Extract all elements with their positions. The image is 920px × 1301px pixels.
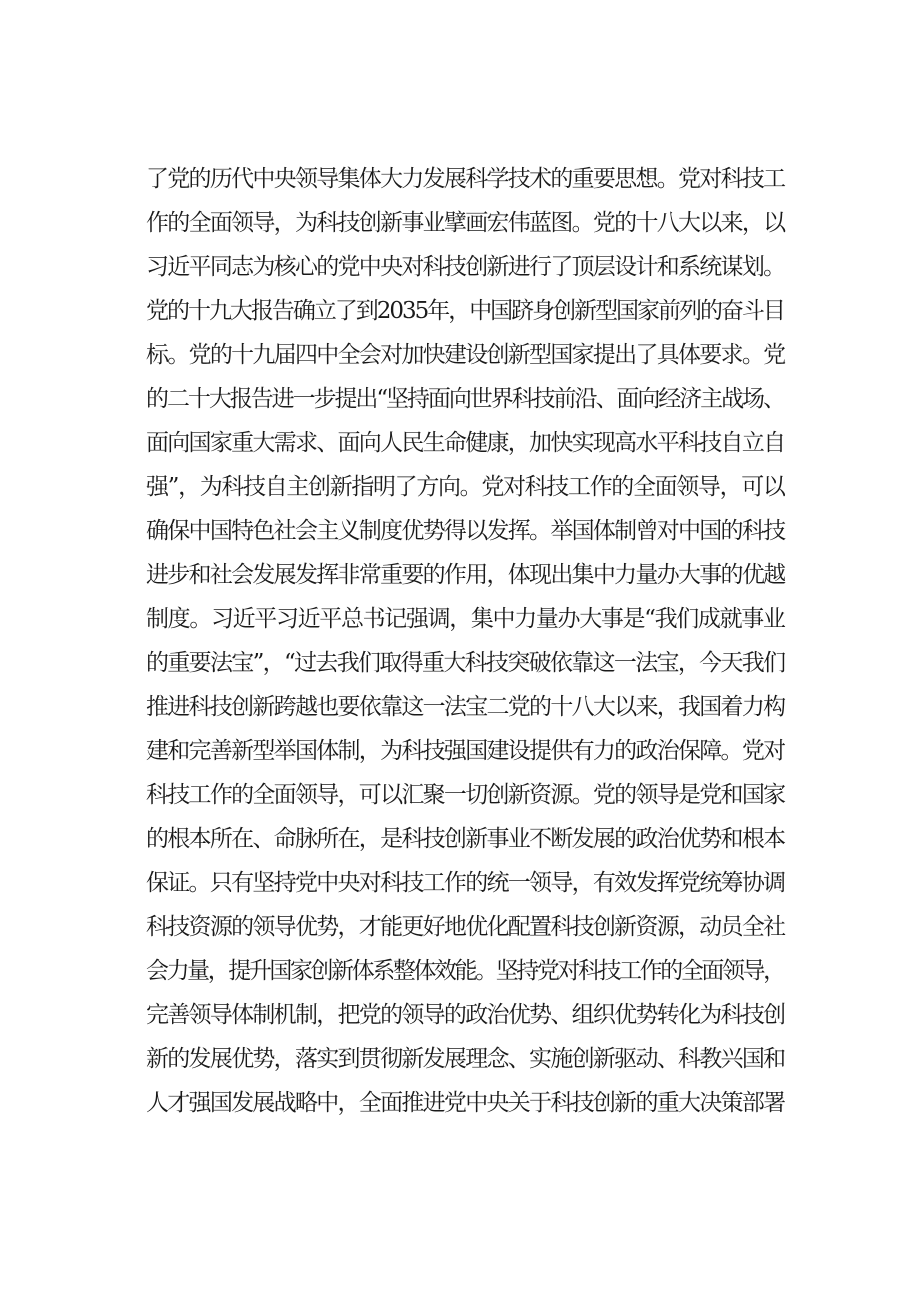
text-line: 建和完善新型举国体制，为科技强国建设提供有力的政治保障。党对: [146, 738, 785, 764]
text-line: 科技工作的全面领导，可以汇聚一切创新资源。党的领导是党和国家: [146, 782, 785, 808]
text-line: 会力量，提升国家创新体系整体效能。坚持党对科技工作的全面领导，: [146, 958, 784, 984]
text-line: 进步和社会发展发挥非常重要的作用，体现出集中力量办大事的优越: [146, 562, 785, 588]
text-line: 作的全面领导，为科技创新事业擘画宏伟蓝图。党的十八大以来，以: [146, 210, 785, 236]
text-line: 的根本所在、命脉所在，是科技创新事业不断发展的政治优势和根本: [146, 826, 785, 852]
text-line: 完善领导体制机制，把党的领导的政治优势、组织优势转化为科技创: [146, 1002, 785, 1028]
text-line: 新的发展优势，落实到贯彻新发展理念、实施创新驱动、科教兴国和: [146, 1046, 785, 1072]
text-line: 习近平同志为核心的党中央对科技创新进行了顶层设计和系统谋划。: [146, 254, 785, 280]
text-line: 人才强国发展战略中，全面推进党中央关于科技创新的重大决策部署: [146, 1090, 785, 1116]
text-line: 的二十大报告进一步提出“坚持面向世界科技前沿、面向经济主战场、: [146, 386, 784, 412]
text-line: 面向国家重大需求、面向人民生命健康，加快实现高水平科技自立自: [146, 430, 785, 456]
text-line: 标。党的十九届四中全会对加快建设创新型国家提出了具体要求。党: [146, 342, 785, 368]
text-line: 党的十九大报告确立了到2035年，中国跻身创新型国家前列的奋斗目: [146, 298, 784, 324]
text-line: 的重要法宝”，“过去我们取得重大科技突破依靠这一法宝，今天我们: [146, 650, 785, 676]
text-line: 强”，为科技自主创新指明了方向。党对科技工作的全面领导，可以: [146, 474, 785, 500]
text-line: 推进科技创新跨越也要依靠这一法宝二党的十八大以来，我国着力构: [146, 694, 785, 720]
text-line: 了党的历代中央领导集体大力发展科学技术的重要思想。党对科技工: [146, 166, 785, 192]
text-line: 制度。习近平习近平总书记强调，集中力量办大事是“我们成就事业: [146, 606, 785, 632]
text-line: 保证。只有坚持党中央对科技工作的统一领导，有效发挥党统筹协调: [146, 870, 785, 896]
text-line: 确保中国特色社会主义制度优势得以发挥。举国体制曾对中国的科技: [146, 518, 785, 544]
text-line: 科技资源的领导优势，才能更好地优化配置科技创新资源，动员全社: [146, 914, 785, 940]
